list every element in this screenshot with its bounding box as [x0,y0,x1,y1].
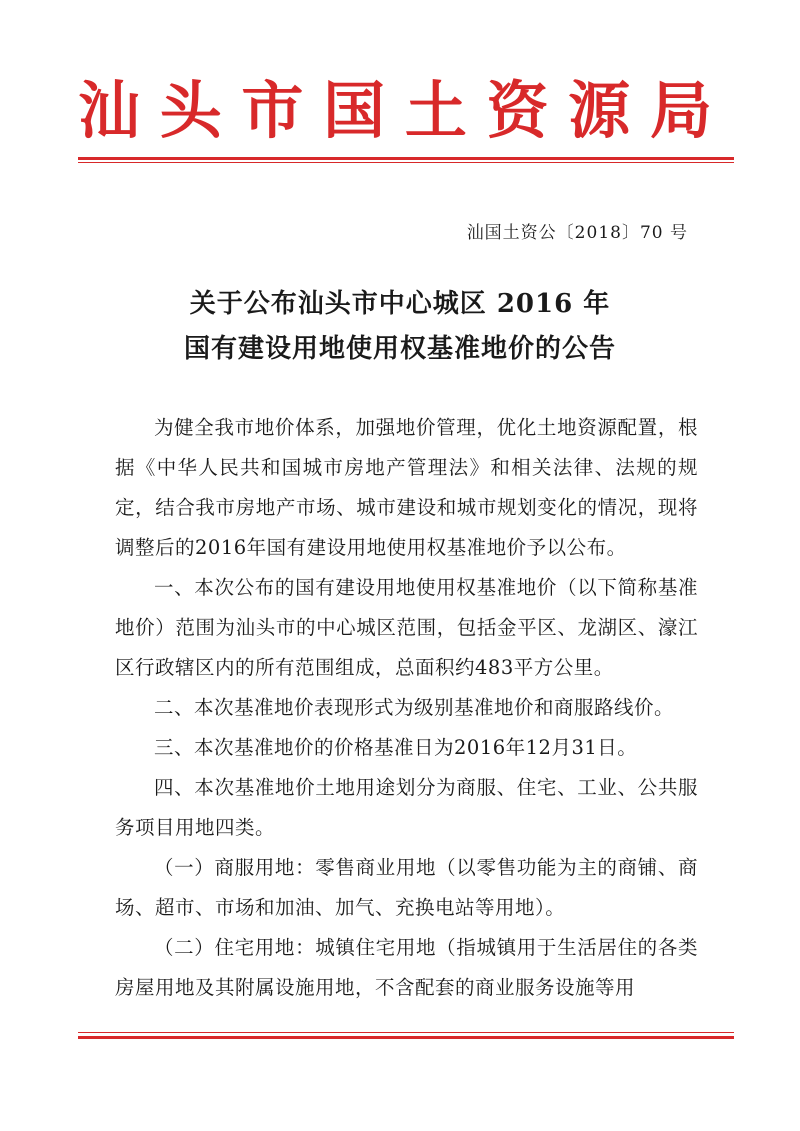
title-line-2: 国有建设用地使用权基准地价的公告 [183,334,616,364]
paragraph-form: 二、本次基准地价表现形式为级别基准地价和商服路线价。 [154,696,675,719]
paragraph-commercial: （一）商服用地：零售商业用地（以零售功能为主的商铺、商场、超市、市场和加油、加气、充换电站等用地）。 [115,856,698,919]
paragraph-intro: 为健全我市地价体系，加强地价管理，优化土地资源配置，根据《中华人民共和国城市房地产管理法》和相关法律、法规的规定，结合我市房地产市场、城市建设和城市规划变化的情况，现将调整后的2016年国有建设用地使用权基准地价予以公布。 [115,416,698,559]
title-line-1: 关于公布汕头市中心城区 2016 年 [189,289,611,319]
agency-masthead: 汕头市国土资源局 [78,74,718,147]
header-rule-thin [78,162,734,163]
paragraph-base-date: 三、本次基准地价的价格基准日为2016年12月31日。 [154,736,638,759]
paragraph-scope: 一、本次公布的国有建设用地使用权基准地价（以下简称基准地价）范围为汕头市的中心城区范围，包括金平区、龙湖区、濠江区行政辖区内的所有范围组成，总面积约483平方公里。 [115,576,698,679]
paragraph-land-use: 四、本次基准地价土地用途划分为商服、住宅、工业、公共服务项目用地四类。 [115,776,698,839]
footer-rule-thick [78,1036,734,1039]
footer-rule-thin [78,1032,734,1033]
body-text [115,408,698,1008]
header-rule-thick [78,157,734,160]
document-number: 汕国土资公〔2018〕70 号 [466,223,688,243]
paragraph-residential: （二）住宅用地：城镇住宅用地（指城镇用于生活居住的各类房屋用地及其附属设施用地，不含配套的商业服务设施等用 [115,936,698,999]
